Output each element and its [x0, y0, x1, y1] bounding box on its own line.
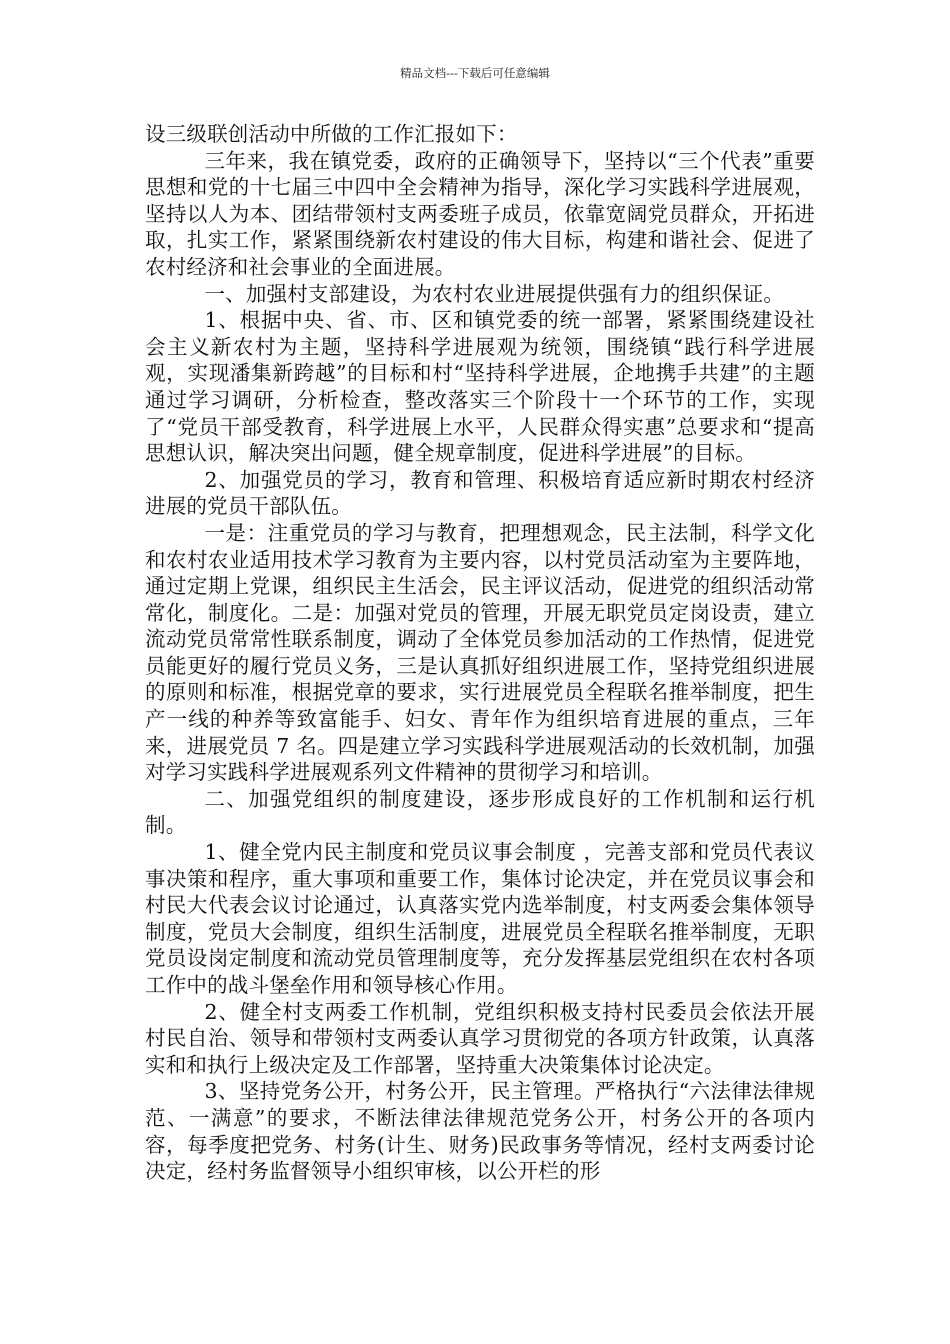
paragraph-2-3: 3、坚持党务公开，村务公开，民主管理。严格执行“六法律法律规范、一满意”的要求，不断法律法律规范党务公开，村务公开的各项内容，每季度把党务、村务(计生、财务)民政事务等情况，经村支两委讨论决定，经村务监督领导小组织审核，以公开栏的形 — [145, 1079, 815, 1184]
section-heading-2: 二、加强党组织的制度建设，逐步形成良好的工作机制和运行机制。 — [145, 786, 815, 838]
section-heading-1: 一、加强村支部建设，为农村农业进展提供强有力的组织保证。 — [204, 281, 785, 306]
paragraph-1-2-detail: 一是：注重党员的学习与教育，把理想观念，民主法制，科学文化和农村农业适用技术学习教育为主要内容，以村党员活动室为主要阵地，通过定期上党课，组织民主生活会，民主评议活动，促进党的组织活动常常化，制度化。二是：加强对党员的管理，开展无职党员定岗设责，建立流动党员常常性联系制度，调动了全体党员参加活动的工作热情，促进党员能更好的履行党员义务，三是认真抓好组织进展工作，坚持党组织进展的原则和标准，根据党章的要求，实行进展党员全程联名推举制度，把生产一线的种养等致富能手、妇女、青年作为组织培育进展的重点，三年来，进展党员 7 名。四是建立学习实践科学进展观活动的长效机制，加强对学习实践科学进展观系列文件精神的贯彻学习和培训。 — [145, 520, 815, 785]
paragraph-2-1: 1、健全党内民主制度和党员议事会制度 ，完善支部和党员代表议事决策和程序，重大事项和重要工作，集体讨论决定，并在党员议事会和村民大代表会议讨论通过，认真落实党内选举制度，村支两委会集体领导制度，党员大会制度，组织生活制度，进展党员全程联名推举制度，无职党员设岗定制度和流动党员管理制度等，充分发挥基层党组织在农村各项工作中的战斗堡垒作用和领导核心作用。 — [145, 840, 815, 997]
paragraph-1-2: 2、加强党员的学习，教育和管理、积极培育适应新时期农村经济进展的党员干部队伍。 — [145, 467, 815, 519]
page-header: 精品文档---下载后可任意编辑 — [400, 66, 550, 80]
paragraph-1-1: 1、根据中央、省、市、区和镇党委的统一部署，紧紧围绕建设社会主义新农村为主题，坚持科学进展观为统领，围绕镇“践行科学进展观，实现潘集新跨越”的目标和村“坚持科学进展，企地携手共建”的主题通过学习调研，分析检查，整改落实三个阶段十一个环节的工作，实现了“党员干部受教育，科学进展上水平，人民群众得实惠”总要求和“提高思想认识，解决突出问题，健全规章制度，促进科学进展”的目标。 — [145, 308, 815, 466]
document-body — [145, 121, 815, 1185]
paragraph-overview: 三年来，我在镇党委，政府的正确领导下，坚持以“三个代表”重要思想和党的十七届三中四中全会精神为指导，深化学习实践科学进展观，坚持以人为本、团结带领村支两委班子成员，依靠宽阔党员群众，开拓进取，扎实工作，紧紧围绕新农村建设的伟大目标，构建和谐社会、促进了农村经济和社会事业的全面进展。 — [145, 148, 815, 279]
paragraph-2-2: 2、健全村支两委工作机制，党组织积极支持村民委员会依法开展村民自治、领导和带领村支两委认真学习贯彻党的各项方针政策，认真落实和和执行上级决定及工作部署，坚持重大决策集体讨论决定。 — [145, 999, 815, 1077]
paragraph-intro: 设三级联创活动中所做的工作汇报如下： — [145, 122, 518, 146]
